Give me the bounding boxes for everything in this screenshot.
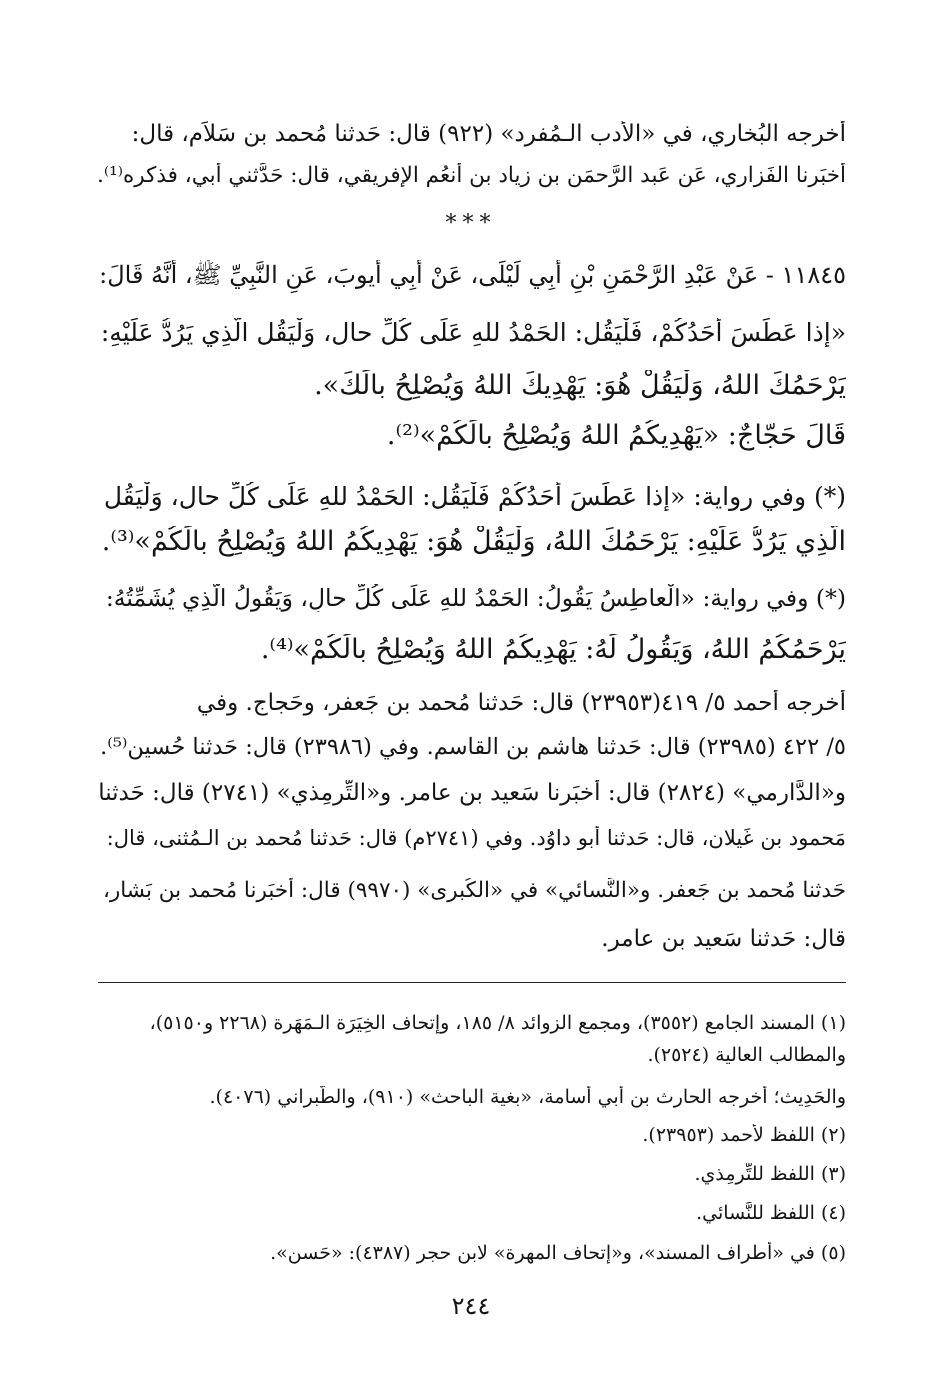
hadith-line: يَرْحَمُكُمُ اللهُ، وَيَقُولُ لَهُ: يَهْدِيكُمُ اللهُ وَيُصْلِحُ بالَكُمْ»⁽⁴⁾. bbox=[260, 634, 846, 665]
intro-line: أخبَرنا الفَزاري، عَن عَبد الرَّحمَن بن زياد بن أنعُم الإفريقي، قال: حَدَّثني أبي، فذكره⁽¹⁾. bbox=[96, 163, 846, 188]
footnote-line: (٣) اللفظ للتِّرمِذي. bbox=[694, 1163, 846, 1185]
takhrij-line: قال: حَدثنا سَعيد بن عامر. bbox=[601, 926, 846, 952]
footnote-divider bbox=[98, 982, 846, 983]
hadith-line: يَرْحَمُكَ اللهُ، وَلْيَقُلْ هُوَ: يَهْدِيكَ اللهُ وَيُصْلِحُ بالَكَ». bbox=[314, 370, 846, 401]
page-number: ٢٤٤ bbox=[451, 1292, 491, 1320]
hadith-line: (*) وفي رواية: «إِذا عَطَسَ أَحَدُكُمْ فَلْيَقُلِ: الحَمْدُ للهِ عَلَى كُلِّ حالٍ، وَلْيَقُلِ bbox=[103, 482, 846, 511]
hadith-line: قَالَ حَجّاجٌ: «يَهْدِيكُمُ اللهُ وَيُصْلِحُ بالَكُمْ»⁽²⁾. bbox=[386, 420, 846, 451]
footnote-line: والحَدِيث؛ أخرجه الحارث بن أبي أُسامة، «بغية الباحث» (٩١٠)، والطَّبراني (٤٠٧٦). bbox=[209, 1086, 846, 1108]
footnote-line: (١) المسند الجامع (٣٥٥٢)، ومجمع الزوائد ٨/ ١٨٥، وإتحاف الخِيَرَة الـمَهَرة (٢٢٦٨ و٥١٥٠)، bbox=[149, 1012, 846, 1034]
hadith-line: (*) وفي رواية: «الْعاطِسُ يَقُولُ: الحَمْدُ للهِ عَلَى كُلِّ حالٍ، وَيَقُولُ الَّذِي يُشَمِّتُهُ: bbox=[105, 584, 846, 612]
footnote-line: (٥) في «أطراف المسند»، و«إتحاف المهرة» لابن حجر (٤٣٨٧): «حَسن». bbox=[270, 1242, 846, 1264]
hadith-line: ١١٨٤٥ - عَنْ عَبْدِ الرَّحْمَنِ بْنِ أَبِي لَيْلَى، عَنْ أَبِي أَيوبَ، عَنِ النَّبِيِّ ﷺ، أَنَّهُ قَالَ: bbox=[99, 261, 846, 289]
intro-line: أخرجه البُخاري، في «الأدب الـمُفرد» (٩٢٢) قال: حَدثنا مُحمد بن سَلاَم، قال: bbox=[131, 121, 846, 147]
footnote-line: (٤) اللفظ للنَّسائي. bbox=[696, 1202, 846, 1224]
takhrij-line: و«الدَّارمي» (٢٨٢٤) قال: أخبَرنا سَعيد بن عامر. و«التِّرمِذي» (٢٧٤١) قال: حَدثنا bbox=[98, 780, 846, 806]
takhrij-line: ٥/ ٤٢٢ (٢٣٩٨٥) قال: حَدثنا هاشم بن القاسم. وفي (٢٣٩٨٦) قال: حَدثنا حُسين⁽⁵⁾. bbox=[100, 734, 846, 760]
section-separator: *** bbox=[445, 211, 497, 236]
footnote-line: والمطالب العالية (٢٥٢٤). bbox=[647, 1044, 846, 1066]
takhrij-line: حَدثنا مُحمد بن جَعفر. و«النَّسائي» في «الكُبرى» (٩٩٧٠) قال: أخبَرنا مُحمد بن بَشار، bbox=[102, 878, 846, 903]
takhrij-line: أخرجه أحمد ٥/ ٤١٩(٢٣٩٥٣) قال: حَدثنا مُحمد بن جَعفر، وحَجاج. وفي bbox=[196, 690, 846, 716]
takhrij-line: مَحمود بن غَيلان، قال: حَدثنا أبو داوُد. وفي (٢٧٤١م) قال: حَدثنا مُحمد بن الـمُثنى، قال: bbox=[106, 826, 846, 850]
hadith-line: الَّذِي يَرُدُّ عَلَيْهِ: يَرْحَمُكَ اللهُ، وَلْيَقُلْ هُوَ: يَهْدِيكُمُ اللهُ وَيُصْلِحُ بالَكُمْ»⁽³⁾. bbox=[101, 526, 846, 557]
footnote-line: (٢) اللفظ لأحمد (٢٣٩٥٣). bbox=[642, 1124, 846, 1146]
hadith-line: «إِذا عَطَسَ أَحَدُكُمْ، فَلْيَقُلِ: الحَمْدُ للهِ عَلَى كُلِّ حالٍ، وَلْيَقُلِ الَّذِي يَرُدُّ عَلَيْهِ: bbox=[100, 318, 846, 347]
